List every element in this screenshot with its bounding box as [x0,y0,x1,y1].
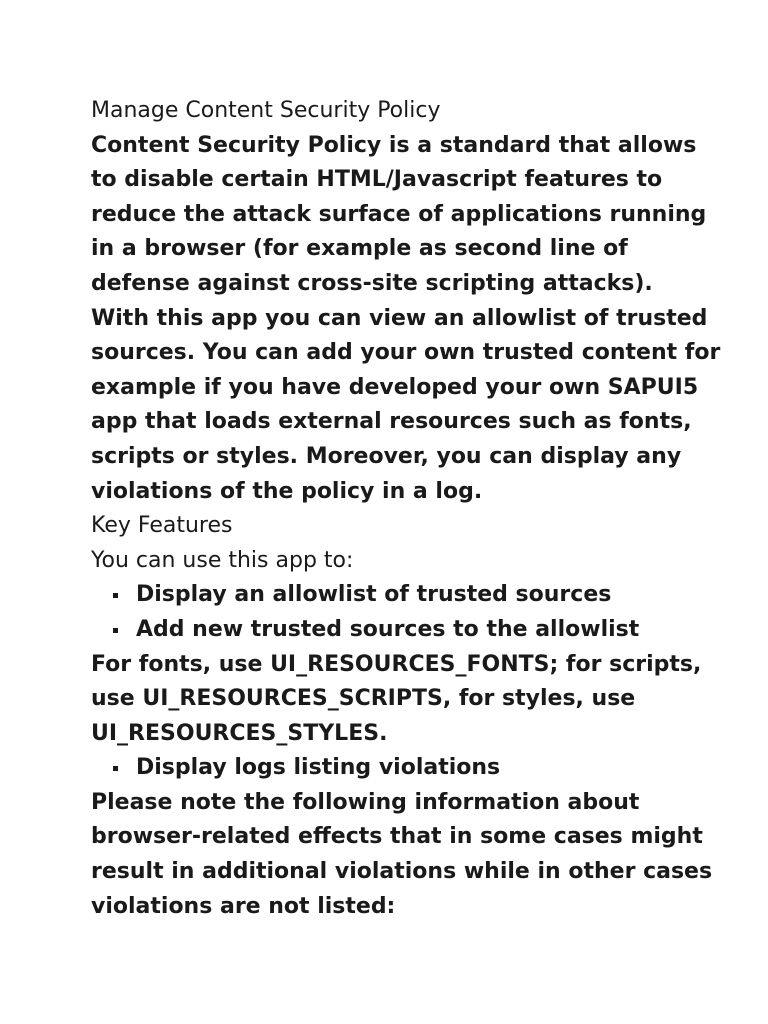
list-item-text: Display logs listing violations [136,755,501,781]
list-item-text: Add new trusted sources to the allowlist [136,616,640,642]
bullet-icon [113,628,118,633]
list-item [91,578,728,613]
list-item [91,751,728,786]
list-item-text: Display an allowlist of trusted sources [136,582,612,608]
list-item [91,613,728,648]
page-title: Manage Content Security Policy [91,98,441,123]
app-description-paragraph: With this app you can view an allowlist of trusted sources. You can add your own trusted content for example if you have developed your own SAPUI5 app that loads external resources such as fonts, scripts or styles. Moreover, you can display any violations of the policy in a log. [91,305,721,504]
features-list [91,578,728,647]
note-paragraph: Please note the following information about browser-related effects that in some cases might result in additional violations while in other cases violations are not listed: [91,789,713,919]
bullet-icon [113,593,118,598]
features-list-continued [91,751,728,786]
resources-paragraph: For fonts, use UI_RESOURCES_FONTS; for scripts, use UI_RESOURCES_SCRIPTS, for styles, use UI_RESOURCES_STYLES. [91,651,702,746]
key-features-heading: Key Features [91,513,233,539]
use-app-text: You can use this app to: [91,547,354,573]
intro-paragraph: Content Security Policy is a standard that allows to disable certain HTML/Javascript features to reduce the attack surface of applications running in a browser (for example as second line of defense against cross-site scripting attacks). [91,132,707,296]
bullet-icon [113,766,118,771]
